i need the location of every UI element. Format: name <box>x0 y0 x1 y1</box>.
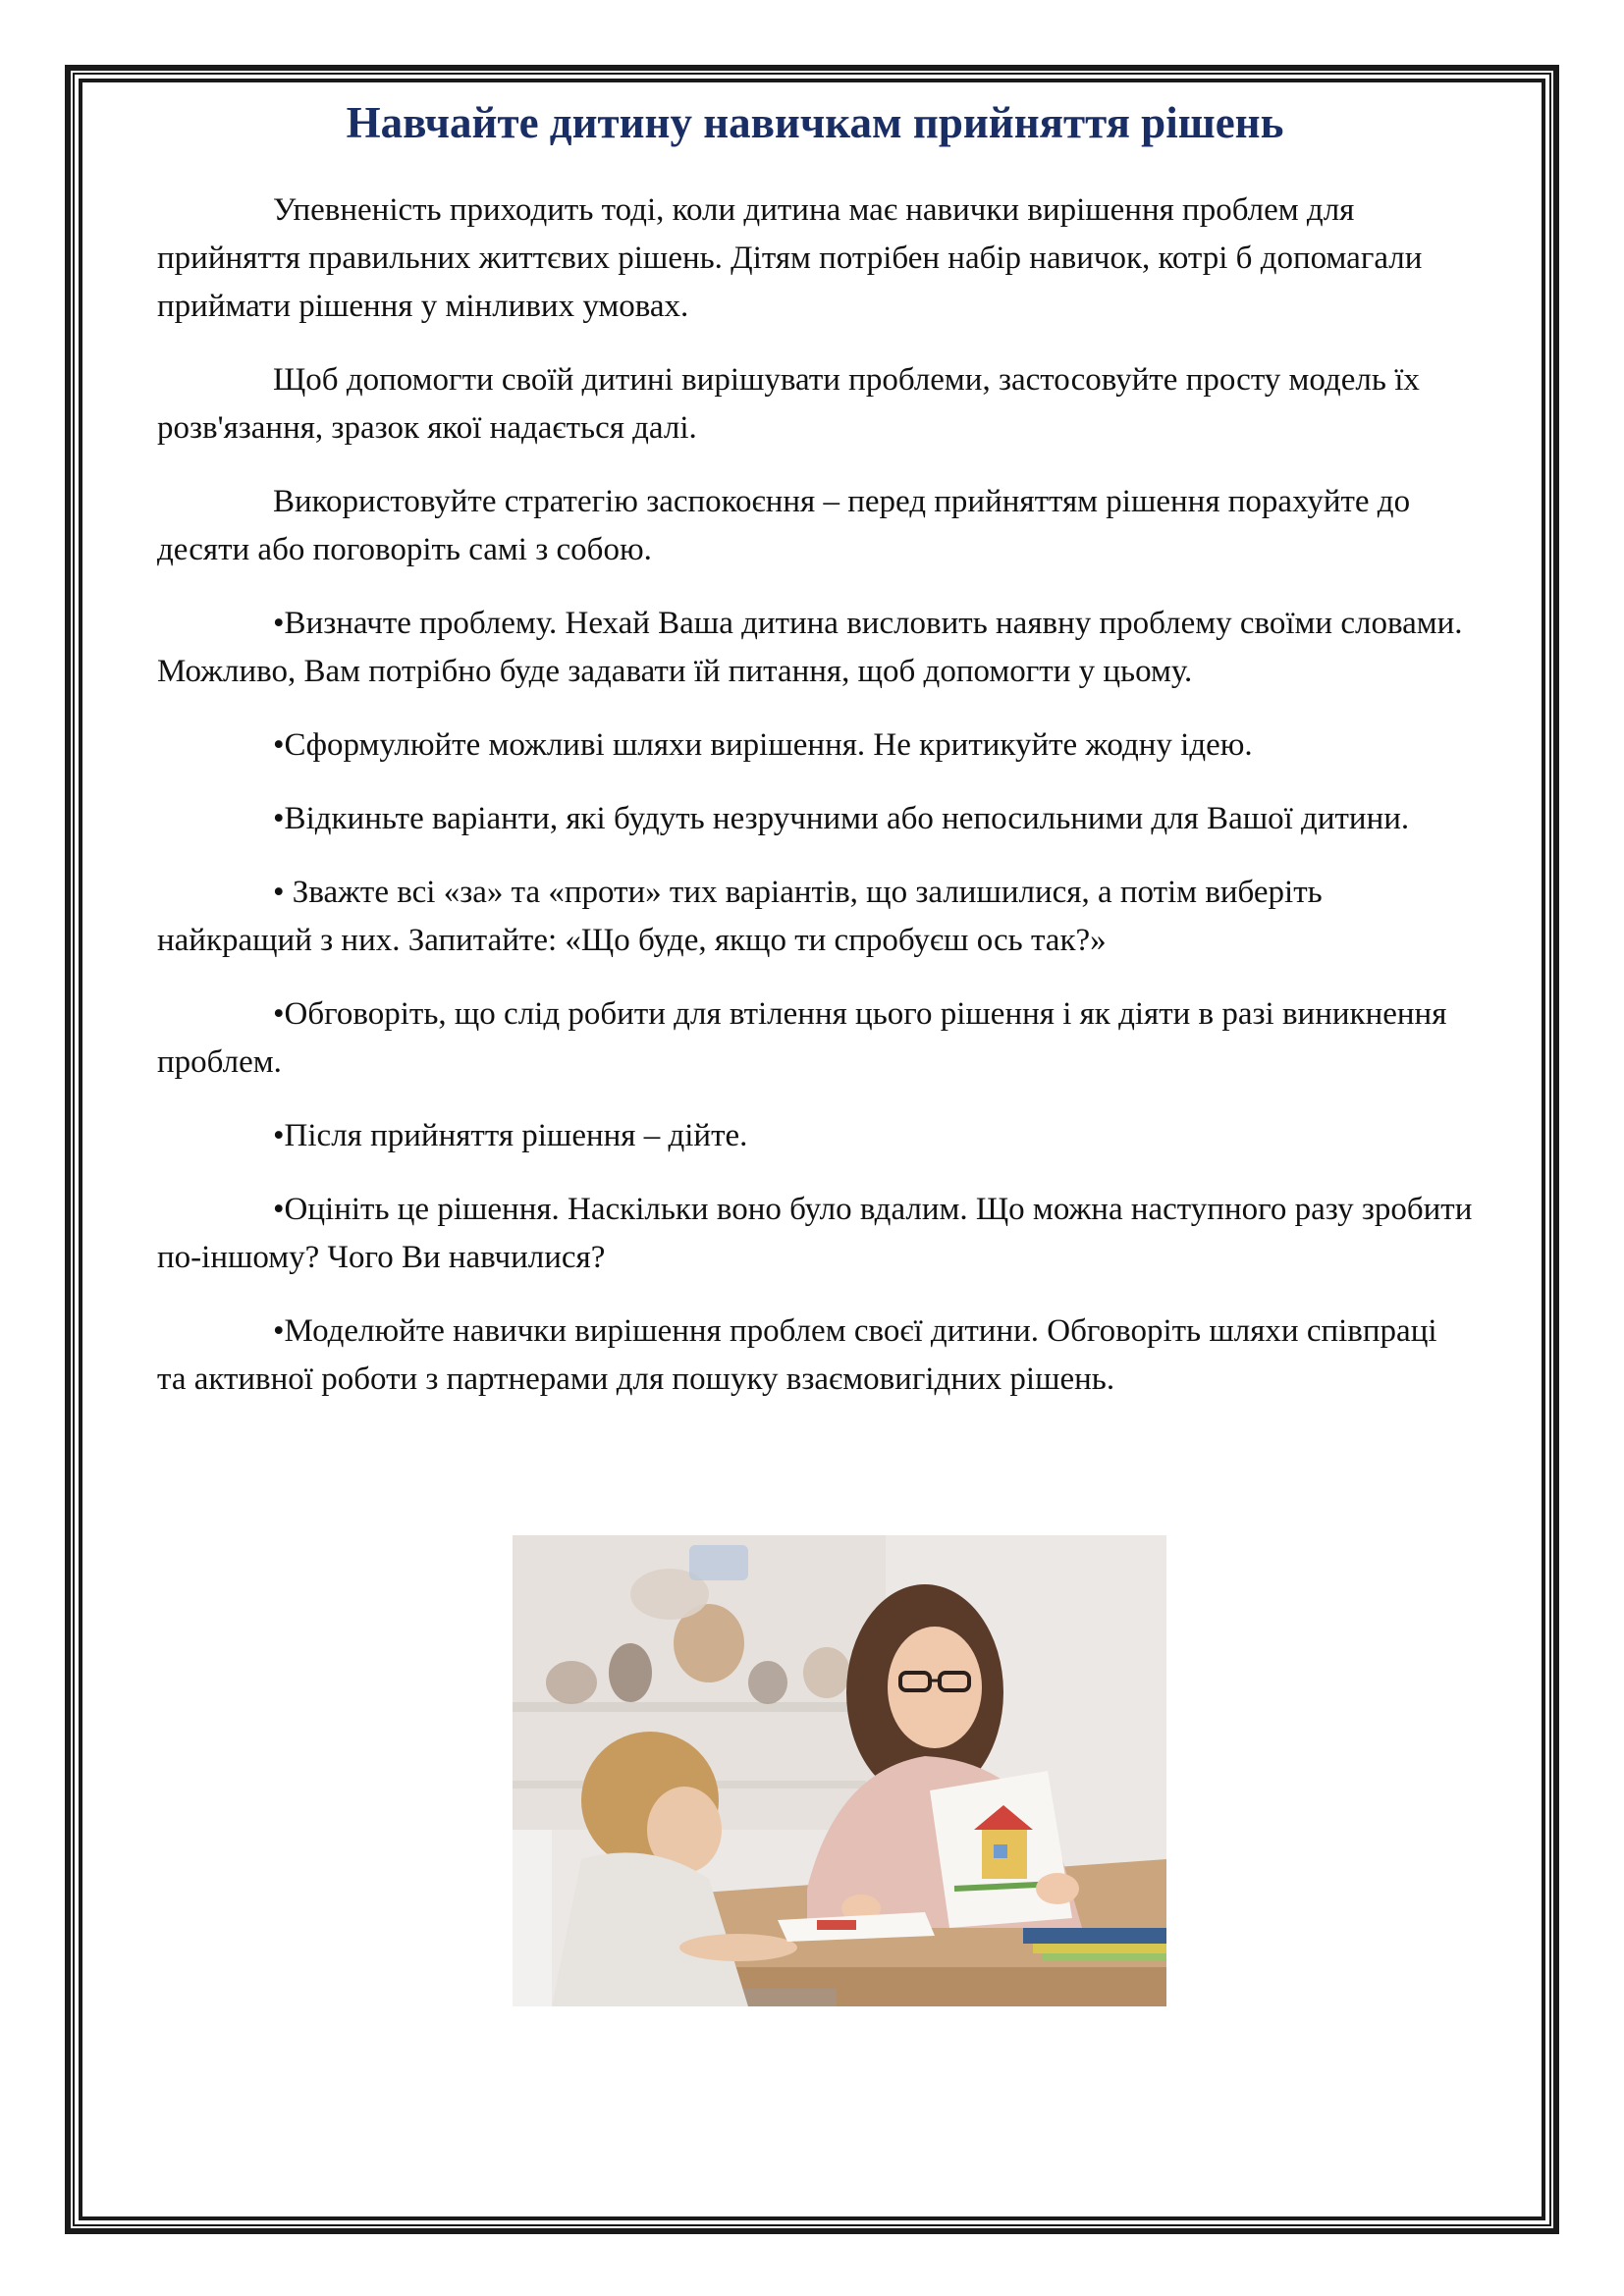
page-title: Навчайте дитину навичкам прийняття рішень <box>346 98 1284 147</box>
paragraph-model: Щоб допомогти своїй дитині вирішувати проблеми, застосовуйте просту модель їх розв'язання, зразок якої надається далі. <box>157 362 1420 446</box>
paragraph-confidence: Упевненість приходить тоді, коли дитина має навички вирішення проблем для прийняття правильних життєвих рішень. Дітям потрібен набір навичок, котрі б допомагали приймати рішення у мінливих умовах. <box>157 192 1423 324</box>
list-item-evaluate: •Оцініть це рішення. Наскільки воно було вдалим. Що можна наступного разу зробити по-іншому? Чого Ви навчилися? <box>157 1192 1473 1275</box>
list-item-weigh-pros-cons: • Зважте всі «за» та «проти» тих варіантів, що залишилися, а потім виберіть найкращий з них. Запитайте: «Що буде, якщо ти спробуєш ось так?» <box>157 875 1323 958</box>
list-item-discard-options: •Відкиньте варіанти, які будуть незручними або непосильними для Вашої дитини. <box>273 801 1410 836</box>
list-item-model-skills: •Моделюйте навички вирішення проблем своєї дитини. Обговоріть шляхи співпраці та активної роботи з партнерами для пошуку взаємовигідних рішень. <box>157 1313 1437 1397</box>
photo-teacher-with-child <box>513 1535 1166 2006</box>
list-item-define-problem: •Визначте проблему. Нехай Ваша дитина висловить наявну проблему своїми словами. Можливо, Вам потрібно буде задавати їй питання, щоб допомогти у цьому. <box>157 606 1463 689</box>
document-body <box>157 96 1473 1429</box>
paragraph-calming-strategy: Використовуйте стратегію заспокоєння – перед прийняттям рішення порахуйте до десяти або поговоріть самі з собою. <box>157 484 1411 567</box>
list-item-formulate-solutions: •Сформулюйте можливі шляхи вирішення. Не критикуйте жодну ідею. <box>273 727 1253 763</box>
list-item-discuss-implementation: •Обговоріть, що слід робити для втілення цього рішення і як діяти в разі виникнення проблем. <box>157 996 1447 1080</box>
list-item-act: •Після прийняття рішення – дійте. <box>273 1118 748 1153</box>
